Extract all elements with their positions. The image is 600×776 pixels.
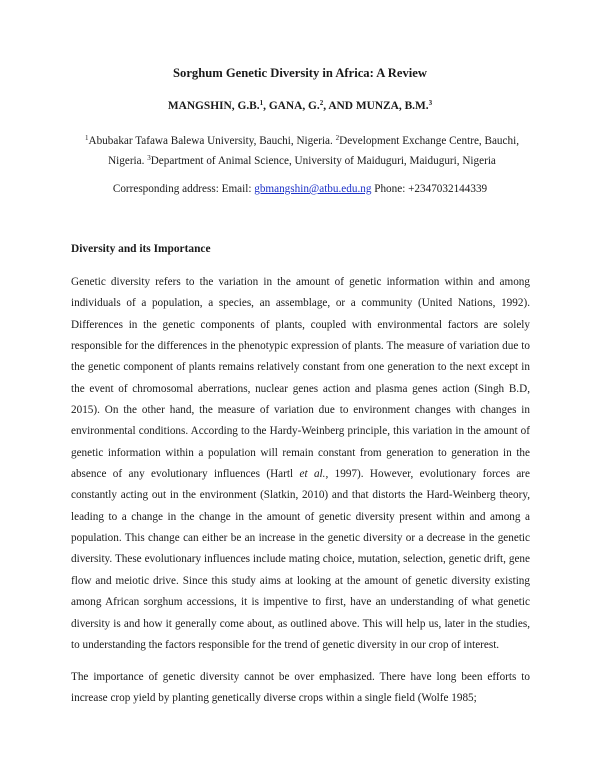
paragraph-1-text-b: 1997). However, evolutionary forces are constantly acting out in the environment (Slatkin, 2010) and that distorts the Hard-Weinberg theory, leading to a change in the change in the amount of genetic diversity present within and among a population. This change can either be an increase in the genetic diversity or a decrease in the genetic diversity. These evolutionary influences include mating choice, mutation, selection, genetic drift, gene flow and meiotic drive. Since this study aims at looking at the amount of genetic diversity existing among African sorghum accessions, it is impentive to first, have an understanding of what genetic diversity is and how it generally come about, as outlined above. This will help us, later in the studies, to understanding the factors responsible for the trend of genetic diversity in our crop of interest. — [71, 468, 531, 651]
author-1: MANGSHIN, G.B. — [167, 100, 260, 112]
paragraph-1-etal: et al., — [299, 468, 329, 481]
author-1-affiliation-mark: 1 — [259, 99, 264, 107]
affiliation-3-mark: 3 — [147, 154, 151, 162]
author-3: , AND MUNZA, B.M. — [323, 100, 429, 112]
corresponding-phone: Phone: +2347032144339 — [371, 183, 488, 195]
author-2-affiliation-mark: 2 — [319, 99, 324, 107]
corresponding-prefix: Corresponding address: Email: — [112, 183, 255, 195]
email-link[interactable]: gbmangshin@atbu.edu.ng — [254, 183, 372, 195]
paragraph-2: The importance of genetic diversity cannot be over emphasized. There have long been efforts to increase crop yield by planting genetically diverse crops within a single field (Wolfe 1985; — [71, 671, 530, 705]
affiliations — [68, 131, 536, 171]
affiliation-3: Department of Animal Science, University of Maiduguri, Maiduguri, Nigeria — [150, 155, 496, 167]
paragraph-1 — [71, 272, 530, 656]
affiliation-2: Development Exchange Centre, Bauchi, Nigeria. — [108, 135, 519, 167]
affiliation-2-mark: 2 — [335, 134, 340, 142]
author-line — [0, 100, 600, 112]
corresponding-address — [0, 183, 600, 195]
author-3-affiliation-mark: 3 — [428, 99, 433, 107]
paragraph-1-text-a: Genetic diversity refers to the variation in the amount of genetic information within and among individuals of a population, a species, an assemblage, or a community (United Nations, 1992). Differences in the genetic components of plants, coupled with environmental factors are solely responsible for the differences in the phenotypic expression of plants. The measure of variation due to the genetic component of plants remains relatively constant from one generation to the next except in the event of chromosomal aberrations, nuclear genes action and plasma genes action (Singh B.D, 2015). On the other hand, the measure of variation due to environment changes with changes in environmental conditions. According to the Hardy-Weinberg principle, this variation in the amount of genetic information within a population will remain constant from generation to generation in the absence of any evolutionary influences (Hartl — [71, 276, 530, 481]
paper-title: Sorghum Genetic Diversity in Africa: A Review — [173, 66, 427, 80]
section-heading: Diversity and its Importance — [71, 243, 211, 255]
affiliation-1: Abubakar Tafawa Balewa University, Bauchi, Nigeria. — [88, 135, 336, 147]
affiliation-1-mark: 1 — [85, 134, 89, 142]
author-2: , GANA, G. — [263, 100, 320, 112]
